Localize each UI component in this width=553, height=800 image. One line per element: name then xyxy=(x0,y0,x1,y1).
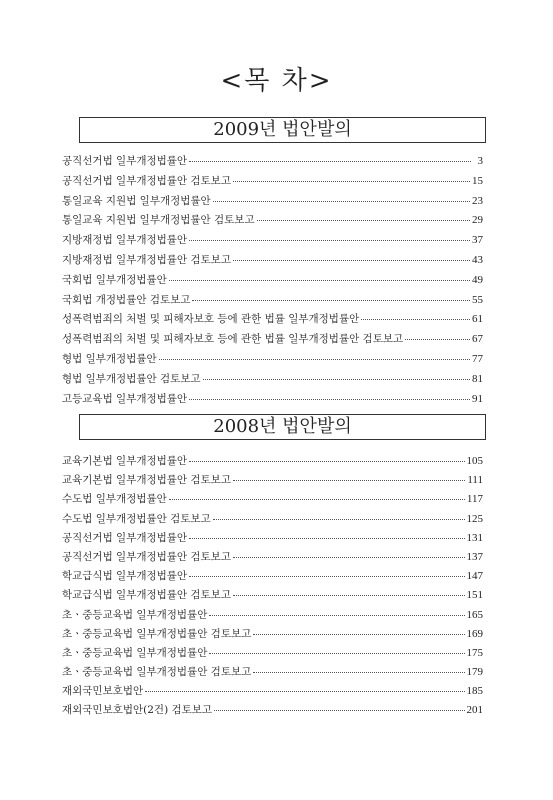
dot-leader xyxy=(192,288,470,301)
toc-entry-page-number: 175 xyxy=(466,646,483,659)
toc-entry-page-number: 43 xyxy=(472,253,483,266)
toc-entry-page-number: 105 xyxy=(466,455,483,467)
toc-entry-page-number: 15 xyxy=(472,174,483,187)
toc-entry-page-number: 117 xyxy=(466,493,483,506)
toc-entry xyxy=(62,700,483,719)
toc-list-2008 xyxy=(62,451,483,720)
toc-entry-label: 국회법 일부개정법률안 xyxy=(62,273,167,286)
toc-entry-page-number: 131 xyxy=(466,531,483,544)
toc-entry-label: 학교급식법 일부개정법률안 xyxy=(62,570,188,583)
toc-entry-page-number: 77 xyxy=(472,352,483,365)
toc-entry-page-number: 147 xyxy=(466,570,483,583)
page-title: <목 차> xyxy=(220,66,333,96)
dot-leader xyxy=(233,545,465,558)
dot-leader xyxy=(189,564,464,577)
dot-leader xyxy=(169,268,470,281)
dot-leader xyxy=(189,228,470,241)
toc-entry-page-number: 185 xyxy=(466,685,483,698)
toc-entry-label: 공직선거법 일부개정법률안 검토보고 xyxy=(62,174,231,187)
dot-leader xyxy=(253,622,464,635)
toc-entry-label: 초ㆍ중등교육법 일부개정법률안 검토보고 xyxy=(62,666,252,679)
toc-entry-label: 성폭력범죄의 처벌 및 피해자보호 등에 관한 법률 일부개정법률안 검토보고 xyxy=(62,333,404,346)
toc-entry-page-number: 91 xyxy=(472,392,483,405)
dot-leader xyxy=(145,679,464,692)
toc-list-2009 xyxy=(62,151,483,408)
dot-leader xyxy=(405,327,470,340)
dot-leader xyxy=(213,507,465,520)
dot-leader xyxy=(189,526,464,539)
dot-leader xyxy=(214,698,464,711)
toc-entry-label: 지방재정법 일부개정법률안 검토보고 xyxy=(62,253,231,266)
toc-entry-label: 고등교육법 일부개정법률안 xyxy=(62,392,188,405)
dot-leader xyxy=(361,307,470,320)
dot-leader xyxy=(257,208,470,221)
toc-entry-label: 재외국민보호법안 xyxy=(62,685,144,698)
dot-leader xyxy=(233,583,465,596)
toc-entry-page-number: 23 xyxy=(472,194,483,207)
toc-entry-page-number: 37 xyxy=(472,234,483,247)
toc-entry-label: 공직선거법 일부개정법률안 검토보고 xyxy=(62,550,231,563)
toc-entry-label: 초ㆍ중등교육법 일부개정법률안 xyxy=(62,646,208,659)
toc-entry-page-number: 61 xyxy=(472,313,483,326)
section-heading-2008: 2008년 법안발의 xyxy=(79,414,486,440)
toc-entry-label: 형법 일부개정법률안 xyxy=(62,352,157,365)
dot-leader xyxy=(213,189,470,202)
dot-leader xyxy=(209,603,464,616)
dot-leader xyxy=(189,149,471,162)
toc-entry-page-number: 151 xyxy=(466,589,483,602)
toc-entry-page-number: 125 xyxy=(466,512,483,525)
toc-entry-label: 통일교육 지원법 일부개정법률안 검토보고 xyxy=(62,214,255,227)
toc-entry-page-number: 49 xyxy=(472,273,483,286)
toc-entry-page-number: 169 xyxy=(466,627,483,640)
dot-leader xyxy=(233,468,465,481)
toc-entry-page-number: 29 xyxy=(472,214,483,227)
toc-entry-label: 수도법 일부개정법률안 검토보고 xyxy=(62,512,211,525)
section-heading-2009: 2009년 법안발의 xyxy=(79,117,486,143)
toc-entry-label: 수도법 일부개정법률안 xyxy=(62,493,167,506)
dot-leader xyxy=(159,347,470,360)
toc-entry-label: 재외국민보호법안(2건) 검토보고 xyxy=(62,704,213,717)
toc-entry-page-number: 179 xyxy=(466,666,483,679)
toc-entry-label: 초ㆍ중등교육법 일부개정법률안 검토보고 xyxy=(62,627,252,640)
toc-entry-label: 교육기본법 일부개정법률안 xyxy=(62,455,188,467)
dot-leader xyxy=(253,660,464,673)
dot-leader xyxy=(189,449,464,462)
toc-entry-label: 공직선거법 일부개정법률안 xyxy=(62,531,188,544)
toc-entry-label: 지방재정법 일부개정법률안 xyxy=(62,234,188,247)
toc-entry-page-number: 81 xyxy=(472,372,483,385)
dot-leader xyxy=(233,248,470,261)
toc-entry-page-number: 3 xyxy=(477,155,483,167)
toc-entry-label: 성폭력범죄의 처벌 및 피해자보호 등에 관한 법률 일부개정법률안 xyxy=(62,313,360,326)
toc-entry-page-number: 201 xyxy=(466,704,483,717)
toc-entry-page-number: 55 xyxy=(472,293,483,306)
toc-entry-page-number: 67 xyxy=(472,333,483,346)
dot-leader xyxy=(209,641,464,654)
toc-entry xyxy=(62,389,483,409)
dot-leader xyxy=(203,367,470,380)
toc-entry-label: 국회법 개정법률안 검토보고 xyxy=(62,293,191,306)
toc-entry-page-number: 165 xyxy=(466,608,483,621)
toc-entry-label: 통일교육 지원법 일부개정법률안 xyxy=(62,194,211,207)
toc-entry-label: 공직선거법 일부개정법률안 xyxy=(62,155,188,167)
dot-leader xyxy=(169,487,465,500)
toc-entry-label: 형법 일부개정법률안 검토보고 xyxy=(62,372,201,385)
toc-entry-page-number: 137 xyxy=(466,550,483,563)
toc-entry-label: 교육기본법 일부개정법률안 검토보고 xyxy=(62,474,231,487)
dot-leader xyxy=(233,169,470,182)
toc-entry-label: 초ㆍ중등교육법 일부개정법률안 xyxy=(62,608,208,621)
dot-leader xyxy=(189,387,470,400)
toc-entry-page-number: 111 xyxy=(467,474,483,487)
toc-entry-label: 학교급식법 일부개정법률안 검토보고 xyxy=(62,589,231,602)
